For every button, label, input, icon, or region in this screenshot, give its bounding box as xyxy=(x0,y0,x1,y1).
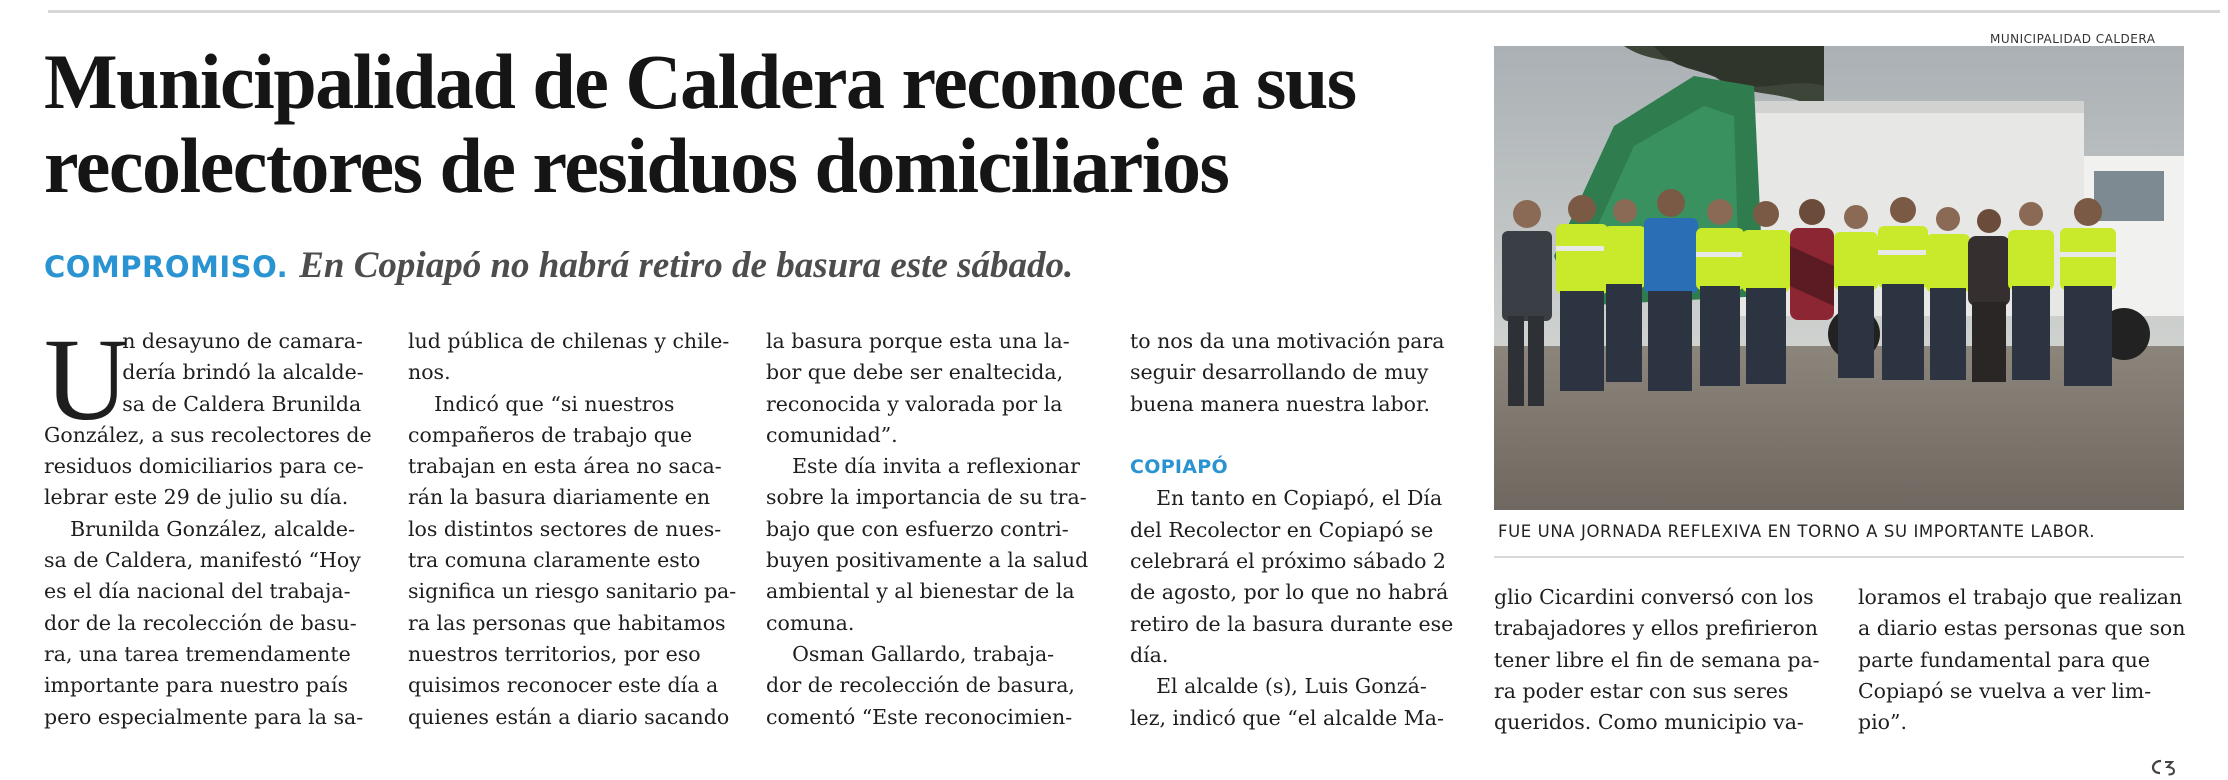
section-subhead: COPIAPÓ xyxy=(1130,456,1228,479)
kicker-text: En Copiapó no habrá retiro de basura este sábado. xyxy=(299,245,1074,286)
article-column-4 xyxy=(1130,326,1453,734)
article-column-6: loramos el trabajo que realizan a diario estas personas que son parte fundamental para que Copiapó se vuelva a ver lim- pio”. xyxy=(1858,585,2186,735)
photo-illustration xyxy=(1494,46,2184,510)
article-column-5: glio Cicardini conversó con los trabajadores y ellos prefirieron tener libre el fin de semana pa- ra poder estar con sus seres queridos. Como municipio va- xyxy=(1494,585,1820,735)
kicker xyxy=(44,244,1444,289)
headline-line-2: recolectores de residuos domiciliarios xyxy=(44,122,1229,209)
photo xyxy=(1494,46,2184,510)
column-4-bottom-text: En tanto en Copiapó, el Día del Recolector en Copiapó se celebrará el próximo sábado 2 de agosto, por lo que no habrá retiro de la basura durante ese día. El alcalde (s), Luis Gonzá- lez, indicó que “el alcalde Ma- xyxy=(1130,486,1454,730)
headline xyxy=(44,40,1504,208)
article-column-3: la basura porque esta una la- bor que debe ser enaltecida, reconocida y valorada por la comunidad”. Este día invita a reflexionar sobre la importancia de su tra- bajo que con esfuerzo contri- buyen positivamente a la salud ambiental y al bienestar de la comuna. Osman Gallardo, trabaja- dor de recolección de basura, comentó “Este reconocimien- xyxy=(766,329,1089,729)
drop-cap: U xyxy=(44,314,130,445)
photo-credit: MUNICIPALIDAD CALDERA xyxy=(1990,32,2156,46)
headline-line-1: Municipalidad de Caldera reconoce a sus xyxy=(44,38,1356,125)
top-rule xyxy=(48,10,2220,13)
kicker-tag: COMPROMISO. xyxy=(44,250,289,284)
caption-rule xyxy=(1494,556,2184,558)
article-column-1: n desayuno de camara- dería brindó la alcalde- sa de Caldera Brunilda González, a sus recolectores de residuos domiciliarios para ce- lebrar este 29 de julio su día. Brunilda González, alcalde- sa de Caldera, manifestó “Hoy es el día nacional del trabaja- dor de la recolección de basu- ra, una tarea tremendamente importante para nuestro país pero especialmente para la sa- xyxy=(44,329,372,729)
photo-caption: FUE UNA JORNADA REFLEXIVA EN TORNO A SU IMPORTANTE LABOR. xyxy=(1498,522,2096,541)
column-4-top-text: to nos da una motivación para seguir desarrollando de muy buena manera nuestra labor. xyxy=(1130,329,1445,416)
article-column-2: lud pública de chilenas y chile- nos. Indicó que “si nuestros compañeros de trabajo que trabajan en esta área no saca- rán la basura diariamente en los distintos sectores de nues- tra comuna claramente esto significa un riesgo sanitario pa- ra las personas que habitamos nuestros territorios, por eso quisimos reconocer este día a quienes están a diario sacando xyxy=(408,329,737,729)
end-mark-icon xyxy=(2150,758,2178,776)
